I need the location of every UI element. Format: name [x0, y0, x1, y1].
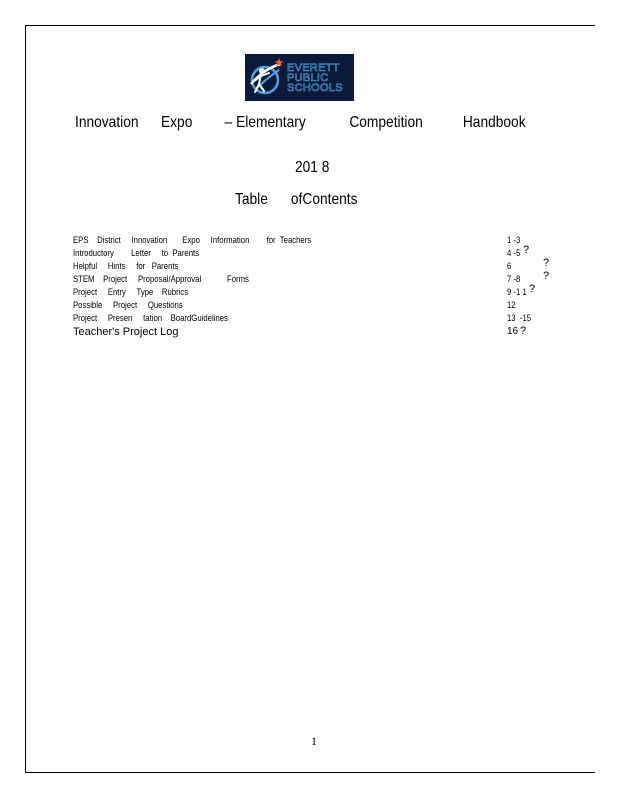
- toc-entry-label: Project Entry Type Rubrics: [73, 287, 189, 297]
- logo-line-public: PUBLIC: [287, 71, 329, 84]
- title-word-innovation: Innovation: [75, 114, 139, 131]
- title-word-competition: Competition: [349, 114, 423, 131]
- title-word-elementary: – Elementary: [224, 114, 306, 131]
- toc-entry-label: EPS District Innovation Expo Information for Teachers: [73, 235, 312, 245]
- toc-entry-mark: ?: [543, 270, 550, 282]
- page-border: [25, 25, 595, 773]
- logo-line-schools: SCHOOLS: [287, 81, 343, 94]
- toc-entry-page: 12: [507, 300, 516, 310]
- toc-entry-label: Project Presen tation BoardGuidelines: [73, 313, 228, 323]
- title-word-expo: Expo: [161, 114, 193, 131]
- toc-entry-mark: ?: [523, 244, 530, 256]
- toc-entry-page: 4 -5: [507, 248, 521, 258]
- toc-row: [73, 283, 563, 299]
- toc-entry-page: 9 -1 1: [507, 287, 527, 297]
- toc-entry-page: 16: [507, 326, 519, 337]
- figure-logo-icon: [245, 54, 285, 101]
- toc-entry-page: 1 -3: [507, 235, 521, 245]
- toc-entry-page: 13 -15: [507, 313, 532, 323]
- toc-entry-mark: ?: [529, 283, 536, 295]
- toc-entry-label: Helpful Hints for Parents: [73, 261, 179, 271]
- toc-entry-label: Possible Project Questions: [73, 300, 183, 310]
- toc-heading-table: Table: [235, 191, 268, 208]
- toc-row: [73, 270, 563, 286]
- document-year: 201 8: [295, 159, 330, 176]
- toc-entry-label: STEM Project Proposal/Approval Forms: [73, 274, 249, 284]
- toc-row: [73, 312, 563, 325]
- toc-row: [73, 234, 563, 247]
- toc-row: [73, 325, 563, 340]
- table-of-contents: [73, 234, 563, 340]
- toc-entry-mark: ?: [543, 257, 550, 269]
- logo-line-everett: EVERETT: [287, 61, 340, 74]
- toc-entry-label: Teacher's Project Log: [73, 326, 179, 338]
- toc-entry-page: 6: [507, 261, 512, 271]
- toc-heading-contents: ofContents: [290, 191, 358, 208]
- page-number: 1: [311, 734, 317, 748]
- title-word-handbook: Handbook: [462, 114, 526, 131]
- toc-entry-page: 7 -8: [507, 274, 521, 284]
- toc-entry-mark: ?: [520, 325, 527, 337]
- everett-public-schools-logo: [245, 54, 354, 101]
- toc-row: [73, 257, 563, 273]
- toc-row: [73, 244, 563, 260]
- toc-entry-label: Introductory Letter to Parents: [73, 248, 200, 258]
- logo-wordmark: [285, 63, 343, 93]
- toc-row: [73, 299, 563, 312]
